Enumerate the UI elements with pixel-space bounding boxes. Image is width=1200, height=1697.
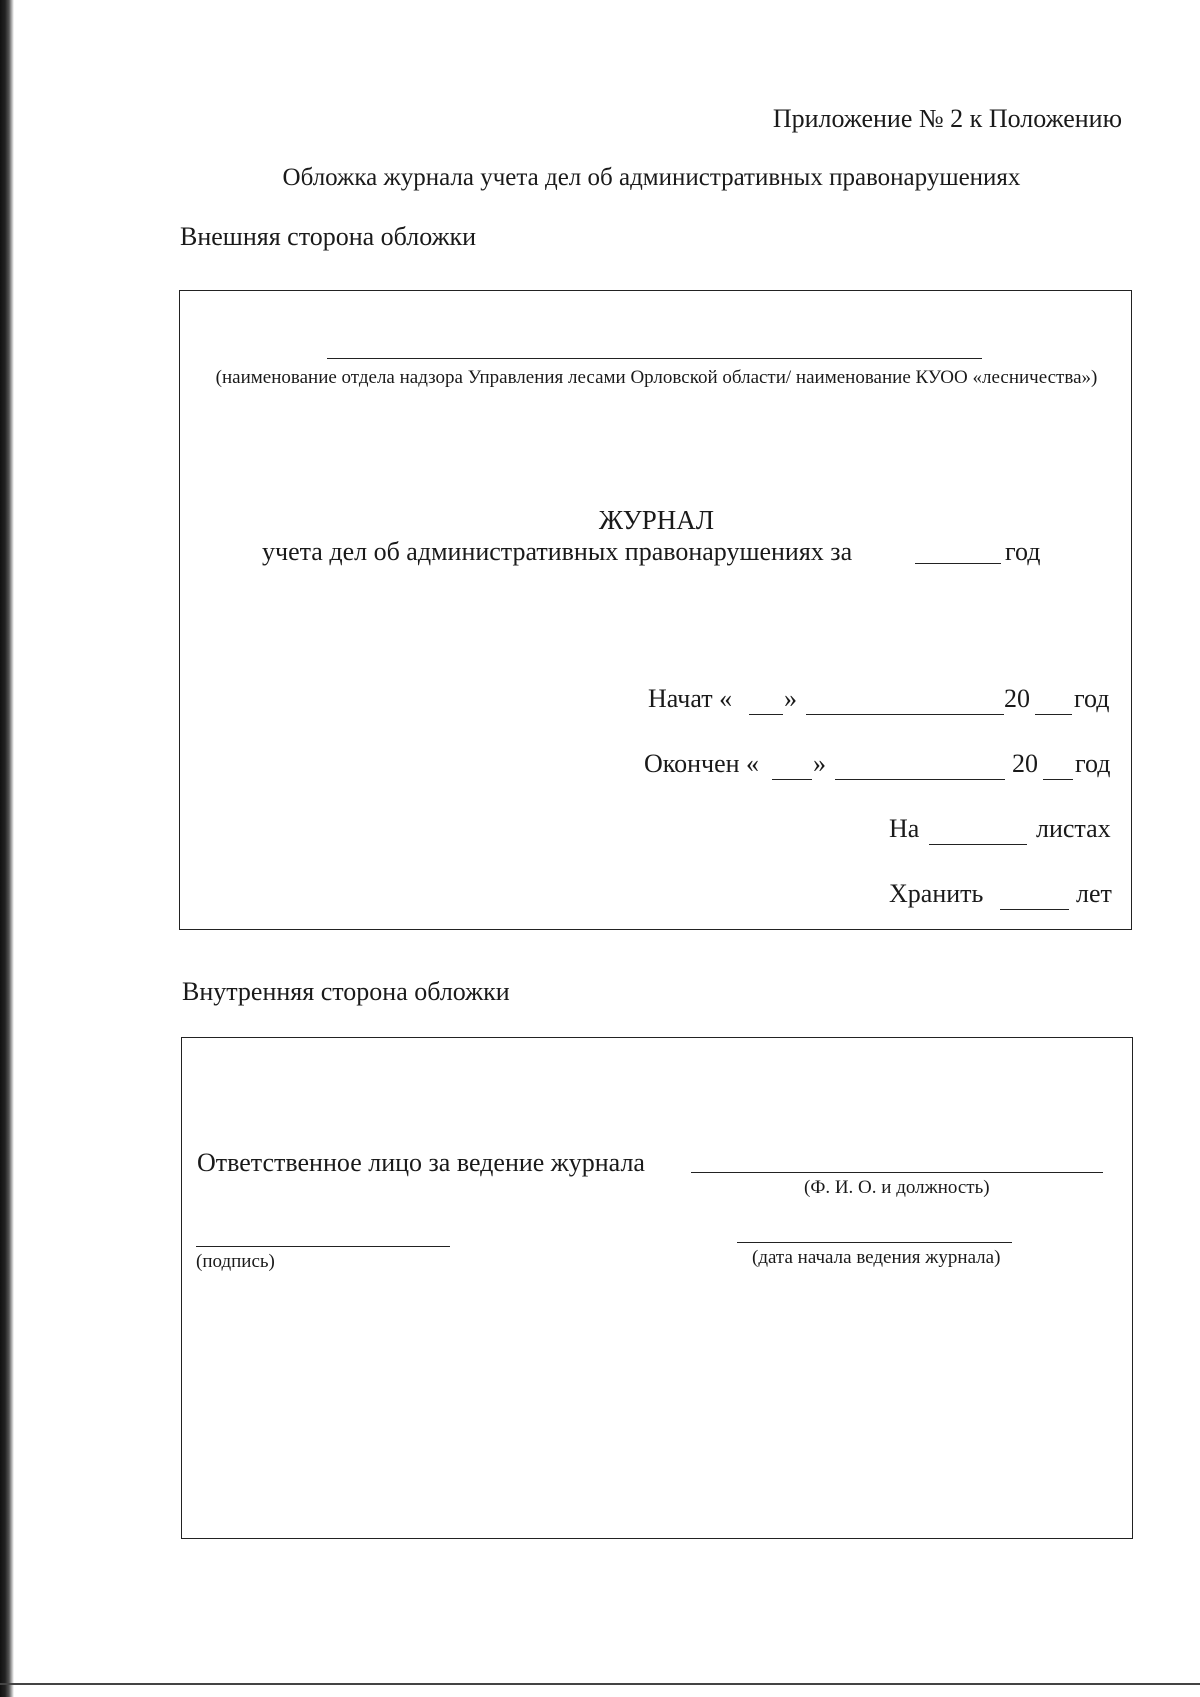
start-date-line xyxy=(737,1242,1012,1243)
appendix-reference: Приложение № 2 к Положению xyxy=(772,104,1122,133)
sheets-prefix: На xyxy=(889,814,920,843)
journal-subtitle: учета дел об административных правонарушениях за xyxy=(262,537,853,566)
inner-cover-label: Внутренняя сторона обложки xyxy=(182,977,510,1006)
ended-day-line xyxy=(772,779,812,780)
scan-shadow-bottom xyxy=(0,1683,1200,1685)
journal-year-word: год xyxy=(1005,537,1041,566)
responsible-person-label: Ответственное лицо за ведение журнала xyxy=(197,1148,645,1177)
signature-line xyxy=(196,1246,450,1247)
sheets-count-line xyxy=(929,844,1027,845)
responsible-person-line xyxy=(691,1172,1103,1173)
started-month-line xyxy=(806,714,1004,715)
ended-month-line xyxy=(835,779,1005,780)
started-close-quote: » xyxy=(784,684,797,713)
cover-title: Обложка журнала учета дел об административных правонарушениях xyxy=(282,164,1021,191)
keep-years-line xyxy=(1000,909,1069,910)
sheets-suffix: листах xyxy=(1036,814,1111,843)
started-prefix: Начат « xyxy=(648,684,733,713)
journal-title: ЖУРНАЛ xyxy=(598,505,715,535)
ended-year-line xyxy=(1043,779,1073,780)
ended-prefix: Окончен « xyxy=(644,749,760,778)
start-date-caption: (дата начала ведения журнала) xyxy=(752,1247,1001,1268)
keep-prefix: Хранить xyxy=(889,879,984,908)
department-name-line xyxy=(327,358,982,359)
outer-cover-label: Внешняя сторона обложки xyxy=(180,222,477,251)
ended-suffix: год xyxy=(1075,749,1111,778)
keep-suffix: лет xyxy=(1076,879,1112,908)
started-year-prefix: 20 xyxy=(1004,684,1030,713)
inner-cover-frame xyxy=(181,1037,1133,1539)
scan-shadow-left xyxy=(0,0,14,1697)
started-year-line xyxy=(1035,714,1072,715)
journal-year-line xyxy=(915,563,1001,564)
started-day-line xyxy=(749,714,783,715)
department-caption: (наименование отдела надзора Управления лесами Орловской области/ наименование КУОО «лесничества») xyxy=(215,367,1098,388)
fio-caption: (Ф. И. О. и должность) xyxy=(804,1177,990,1198)
ended-close-quote: » xyxy=(813,749,826,778)
signature-caption: (подпись) xyxy=(196,1251,275,1272)
ended-year-prefix: 20 xyxy=(1012,749,1038,778)
started-suffix: год xyxy=(1074,684,1110,713)
